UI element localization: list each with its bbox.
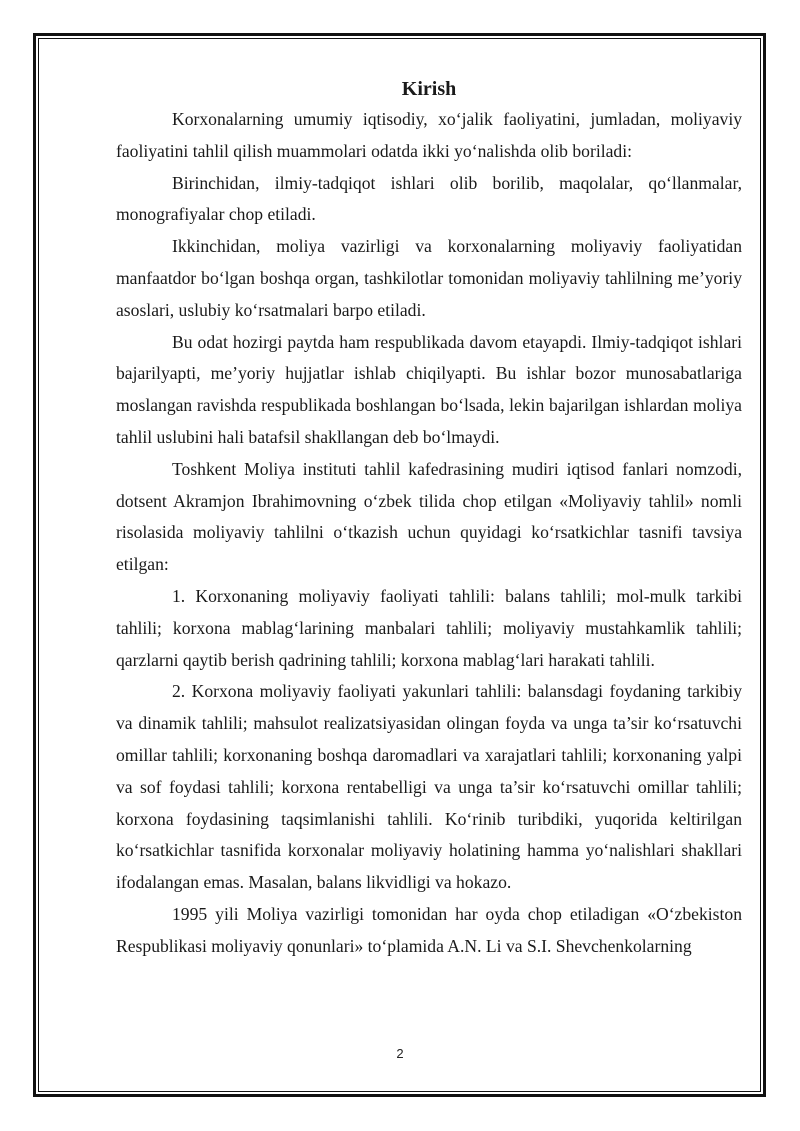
paragraph-5: Toshkent Moliya instituti tahlil kafedrasining mudiri iqtisod fanlari nomzodi, dotsent Akramjon Ibrahimovning o‘zbek tilida chop etilgan «Moliyaviy tahlil» nomli risolasida moliyaviy tahlilni o‘tkazish uchun quyidagi ko‘rsatkichlar tasnifi tavsiya etilgan: <box>116 458 742 575</box>
paragraph-6: 1. Korxonaning moliyaviy faoliyati tahlili: balans tahlili; mol-mulk tarkibi tahlili; korxona mablag‘larining manbalari tahlili; moliyaviy mustahkamlik tahlili; qarzlarni qaytib berish qadrining tahlili; korxona mablag‘lari harakati tahlili. <box>116 585 742 670</box>
paragraph-2: Birinchidan, ilmiy-tadqiqot ishlari olib borilib, maqolalar, qo‘llanmalar, monografiyalar chop etiladi. <box>116 172 742 225</box>
paragraph-8: 1995 yili Moliya vazirligi tomonidan har oyda chop etiladigan «O‘zbekiston Respublikasi moliyaviy qonunlari» to‘plamida A.N. Li va S.I. Shevchenkolarning <box>116 903 742 956</box>
page-number: 2 <box>396 1046 404 1061</box>
page-content <box>116 74 742 963</box>
paragraph-1: Korxonalarning umumiy iqtisodiy, xo‘jalik faoliyatini, jumladan, moliyaviy faoliyatini tahlil qilish muammolari odatda ikki yo‘nalishda olib boriladi: <box>116 109 742 161</box>
paragraph-3: Ikkinchidan, moliya vazirligi va korxonalarning moliyaviy faoliyatidan manfaatdor bo‘lgan boshqa organ, tashkilotlar tomonidan moliyaviy tahlilning me’yoriy asoslari, uslubiy ko‘rsatmalari barpo etiladi. <box>116 236 742 320</box>
paragraph-7: 2. Korxona moliyaviy faoliyati yakunlari tahlili: balansdagi foydaning tarkibiy va dinamik tahlili; mahsulot realizatsiyasidan olingan foyda va unga ta’sir ko‘rsatuvchi omillar tahlili; korxonaning boshqa daromadlari va xarajatlari tahlili; korxonaning yalpi va sof foydasi tahlili; korxona rentabelligi va unga ta’sir ko‘rsatuvchi omillar tahlili; korxona foydasining taqsimlanishi tahlili. Ko‘rinib turibdiki, yuqorida keltirilgan ko‘rsatkichlar tasnifida korxonalar moliyaviy holatining hamma yo‘nalishlari shakllari ifodalangan emas. Masalan, balans likvidligi va hokazo. <box>116 681 742 893</box>
page-title: Kirish <box>401 78 457 100</box>
paragraph-4: Bu odat hozirgi paytda ham respublikada davom etayapdi. Ilmiy-tadqiqot ishlari bajarilyapti, me’yoriy hujjatlar ishlab chiqilyapti. Bu ishlar bozor munosabatlariga moslangan ravishda respublikada boshlangan bo‘lsada, lekin bajarilgan ishlardan moliya tahlil uslubini hali batafsil shakllangan deb bo‘lmaydi. <box>116 331 742 447</box>
